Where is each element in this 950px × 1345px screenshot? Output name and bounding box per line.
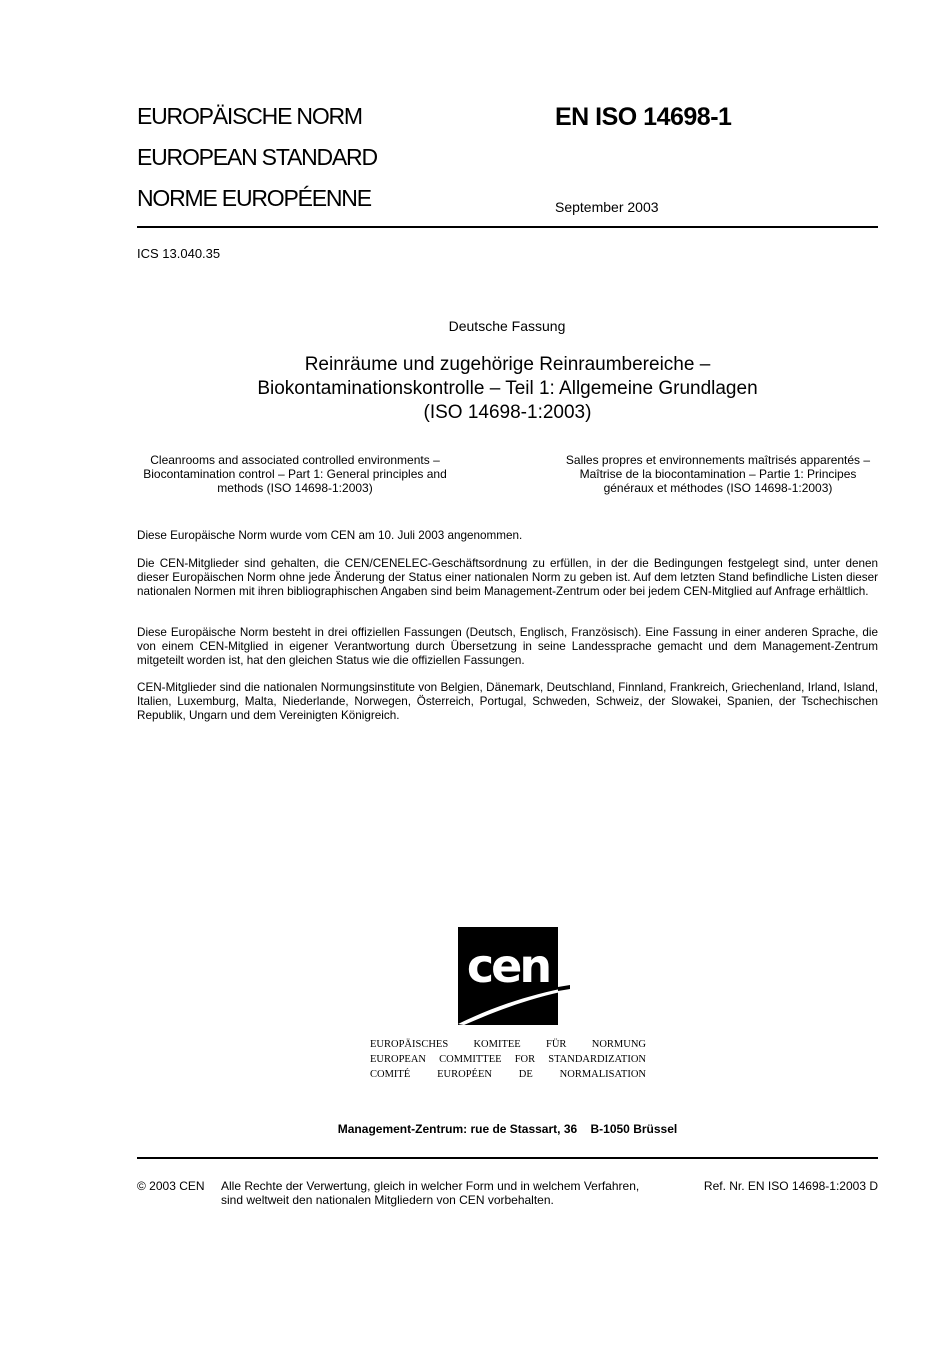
header-title-de: EUROPÄISCHE NORM bbox=[137, 103, 362, 129]
logo-text: cen bbox=[466, 939, 550, 993]
header-title-fr: NORME EUROPÉENNE bbox=[137, 185, 371, 211]
copyright: © 2003 CEN bbox=[137, 1179, 205, 1193]
header-divider bbox=[137, 226, 878, 228]
footer-divider bbox=[137, 1157, 878, 1159]
paragraph-obligations: Die CEN-Mitglieder sind gehalten, die CEN/CENELEC-Geschäftsordnung zu erfüllen, in der die Bedingungen festgelegt sind, unter denen dieser Europäischen Norm ohne jede Änderung der Status einer nationalen Norm zu geben ist. Auf dem letzten Stand befindliche Listen dieser nationalen Normen mit ihren bibliographischen Angaben sind beim Management-Zentrum oder bei jedem CEN-Mitglied auf Anfrage erhältlich. bbox=[137, 557, 878, 598]
rights-notice: Alle Rechte der Verwertung, gleich in welcher Form und in welchem Verfahren, sind weltweit den nationalen Mitgliedern von CEN vorbehalten. bbox=[221, 1179, 640, 1207]
title-line-1: Reinräume und zugehörige Reinraumbereiche – bbox=[304, 354, 711, 375]
org-name-en: EUROPEAN COMMITTEE FOR STANDARDIZATION bbox=[370, 1054, 646, 1065]
org-name-fr: COMITÉ EUROPÉEN DE NORMALISATION bbox=[370, 1069, 646, 1080]
ics-code: ICS 13.040.35 bbox=[137, 246, 221, 261]
title-french: Salles propres et environnements maîtrisés apparentés – Maîtrise de la biocontamination – Partie 1: Principes généraux et méthodes (ISO 14698-1:2003) bbox=[565, 453, 871, 495]
title-line-2: Biokontaminationskontrolle – Teil 1: Allgemeine Grundlagen bbox=[257, 378, 758, 399]
title-line-3: (ISO 14698-1:2003) bbox=[423, 402, 592, 423]
document-title bbox=[137, 353, 878, 425]
paragraph-members: CEN-Mitglieder sind die nationalen Normungsinstitute von Belgien, Dänemark, Deutschland, Finnland, Frankreich, Griechenland, Irland, Island, Italien, Luxemburg, Malta, Niederlande, Norwegen, Österreich, Portugal, Schweden, Schweiz, der Slowakei, Spanien, der Tschechischen Republik, Ungarn und dem Vereinigten Königreich. bbox=[137, 681, 878, 722]
publication-date: September 2003 bbox=[555, 199, 659, 215]
standard-number: EN ISO 14698-1 bbox=[555, 103, 732, 131]
version-label: Deutsche Fassung bbox=[448, 318, 566, 334]
title-english: Cleanrooms and associated controlled environments – Biocontamination control – Part 1: General principles and methods (ISO 14698-1:2003) bbox=[143, 453, 447, 495]
reference-number: Ref. Nr. EN ISO 14698-1:2003 D bbox=[703, 1179, 878, 1193]
paragraph-adoption: Diese Europäische Norm wurde vom CEN am 10. Juli 2003 angenommen. bbox=[137, 529, 523, 542]
management-address: Management-Zentrum: rue de Stassart, 36 B-1050 Brüssel bbox=[337, 1122, 678, 1136]
paragraph-versions: Diese Europäische Norm besteht in drei offiziellen Fassungen (Deutsch, Englisch, Französisch). Eine Fassung in einer anderen Sprache, die von einem CEN-Mitglied in eigener Verantwortung durch Übersetzung in seine Landessprache gemacht und dem Management-Zentrum mitgeteilt worden ist, hat den gleichen Status wie die offiziellen Fassungen. bbox=[137, 626, 878, 667]
header-title-en: EUROPEAN STANDARD bbox=[137, 144, 377, 170]
org-name-de: EUROPÄISCHES KOMITEE FÜR NORMUNG bbox=[370, 1039, 646, 1050]
cen-logo bbox=[458, 927, 570, 1025]
